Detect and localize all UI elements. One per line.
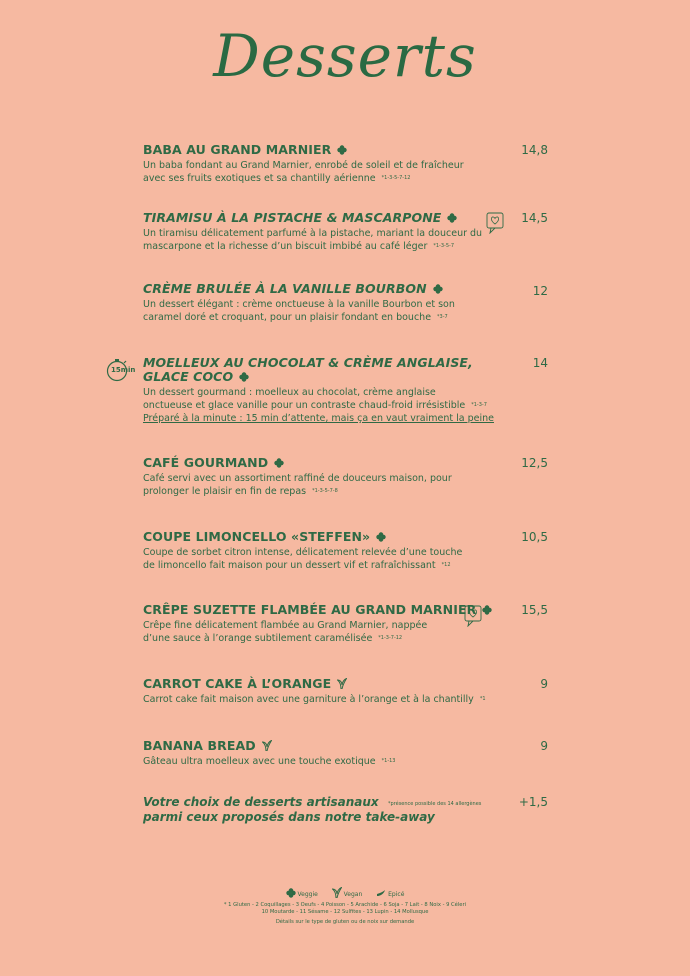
item-description: Un baba fondant au Grand Marnier, enrobé de soleil et de fraîcheur avec ses fruits exotiques et sa chantilly aérienne *1-3-5-7-12 xyxy=(143,160,464,184)
item-name: CRÈME BRULÉE À LA VANILLE BOURBON xyxy=(143,282,548,296)
item-price: 14,5 xyxy=(521,211,548,225)
item-name: TIRAMISU À LA PISTACHE & MASCARPONE xyxy=(143,211,548,225)
allergen-details: Détails sur le type de gluten ou de noix sur demande xyxy=(275,919,415,925)
menu-item xyxy=(143,603,548,645)
menu-item xyxy=(143,739,548,768)
item-description: Un tiramisu délicatement parfumé à la pistache, mariant la douceur du mascarpone et la richesse d’un biscuit imbibé au café léger *1-3-5-7 xyxy=(143,228,483,252)
item-price: 14,8 xyxy=(521,143,548,157)
item-price: 14 xyxy=(532,356,548,370)
choice-line-1: Votre choix de desserts artisanaux xyxy=(143,795,379,809)
item-price: 9 xyxy=(540,739,548,753)
item-name: CRÊPE SUZETTE FLAMBÉE AU GRAND MARNIER xyxy=(143,603,548,617)
item-allergens: *1-3-7 xyxy=(471,402,487,408)
takeaway-choice xyxy=(143,795,548,825)
item-name: COUPE LIMONCELLO «STEFFEN» xyxy=(143,530,548,544)
clover-icon xyxy=(447,213,457,223)
item-allergens: *1 xyxy=(479,696,486,702)
item-allergens: *1-3-7-12 xyxy=(378,635,403,641)
legend-veggie-label: Veggie xyxy=(297,891,318,898)
item-allergens: *1-13 xyxy=(381,758,396,764)
choice-allergen-note: *présence possible des 14 allergènes xyxy=(388,801,482,807)
clover-icon xyxy=(286,888,296,898)
item-price: 12,5 xyxy=(521,456,548,470)
menu-item xyxy=(143,456,548,498)
legend-spicy xyxy=(376,889,404,898)
heart-bubble-icon xyxy=(464,605,482,627)
sprout-icon xyxy=(332,887,342,898)
chili-icon xyxy=(376,889,386,897)
sprout-icon xyxy=(262,740,272,751)
choice-price: +1,5 xyxy=(518,795,548,809)
item-price: 12 xyxy=(532,284,548,298)
menu-item xyxy=(143,677,548,706)
item-description: Coupe de sorbet citron intense, délicatement relevée d’une touche de limoncello fait maison pour un dessert vif et rafraîchissant *12 xyxy=(143,547,463,571)
timer-label: 15min xyxy=(111,366,136,374)
item-name: BANANA BREAD xyxy=(143,739,548,753)
choice-line-2: parmi ceux proposés dans notre take-away xyxy=(143,810,435,824)
item-allergens: *3-7 xyxy=(437,314,448,320)
item-description: Gâteau ultra moelleux avec une touche exotique *1-13 xyxy=(143,756,396,767)
legend-vegan xyxy=(332,887,363,898)
item-name: BABA AU GRAND MARNIER xyxy=(143,143,548,157)
sprout-icon xyxy=(337,678,347,689)
legend-veggie xyxy=(286,888,318,898)
menu-item xyxy=(143,356,548,425)
item-allergens: *12 xyxy=(441,562,451,568)
menu-item xyxy=(143,282,548,324)
item-allergens: *1-3-5-7 xyxy=(433,243,455,249)
item-name: CAFÉ GOURMAND xyxy=(143,456,548,470)
clover-icon xyxy=(376,532,386,542)
clover-icon xyxy=(337,145,347,155)
item-price: 9 xyxy=(540,677,548,691)
legend-spicy-label: Epicé xyxy=(388,891,405,898)
allergen-list-line-1: * 1 Gluten - 2 Coquillages - 3 Oeufs - 4 Poisson - 5 Arachide - 6 Soja - 7 Lait - 8 Noix - 9 Céleri xyxy=(223,902,467,908)
clover-icon xyxy=(274,458,284,468)
item-description: Crêpe fine délicatement flambée au Grand Marnier, nappée d’une sauce à l’orange subtilement caramélisée *1-3-7-12 xyxy=(143,620,428,644)
page-title: Desserts xyxy=(213,22,477,90)
allergen-footer xyxy=(200,902,490,926)
item-name: MOELLEUX AU CHOCOLAT & CRÈME ANGLAISE, GLACE COCO xyxy=(143,355,473,384)
menu-item xyxy=(143,143,548,185)
item-price: 10,5 xyxy=(521,530,548,544)
item-description: Café servi avec un assortiment raffiné de douceurs maison, pour prolonger le plaisir en fin de repas *1-3-5-7-8 xyxy=(143,473,452,497)
item-allergens: *1-3-5-7-8 xyxy=(312,488,338,494)
item-description: Carrot cake fait maison avec une garniture à l’orange et à la chantilly *1 xyxy=(143,694,486,705)
item-description: Un dessert gourmand : moelleux au chocolat, crème anglaise onctueuse et glace vanille pour un contraste chaud-froid irrésistible *1-3-7 xyxy=(143,387,487,411)
item-note: Préparé à la minute : 15 min d’attente, mais ça en vaut vraiment la peine xyxy=(143,413,494,424)
item-description: Un dessert élégant : crème onctueuse à la vanille Bourbon et son caramel doré et croquant, pour un plaisir fondant en bouche *3-7 xyxy=(143,299,455,323)
menu-item xyxy=(143,530,548,572)
dietary-legend xyxy=(0,887,690,898)
item-allergens: *1-3-5-7-12 xyxy=(381,175,411,181)
legend-vegan-label: Vegan xyxy=(343,891,363,898)
clover-icon xyxy=(239,372,249,382)
item-name: CARROT CAKE À L’ORANGE xyxy=(143,677,548,691)
item-price: 15,5 xyxy=(521,603,548,617)
allergen-list-line-2: 10 Moutarde - 11 Sésame - 12 Sulfites - 13 Lupin - 14 Mollusque xyxy=(261,909,429,915)
heart-bubble-icon xyxy=(486,212,504,234)
clover-icon xyxy=(433,284,443,294)
clover-icon xyxy=(482,605,492,615)
